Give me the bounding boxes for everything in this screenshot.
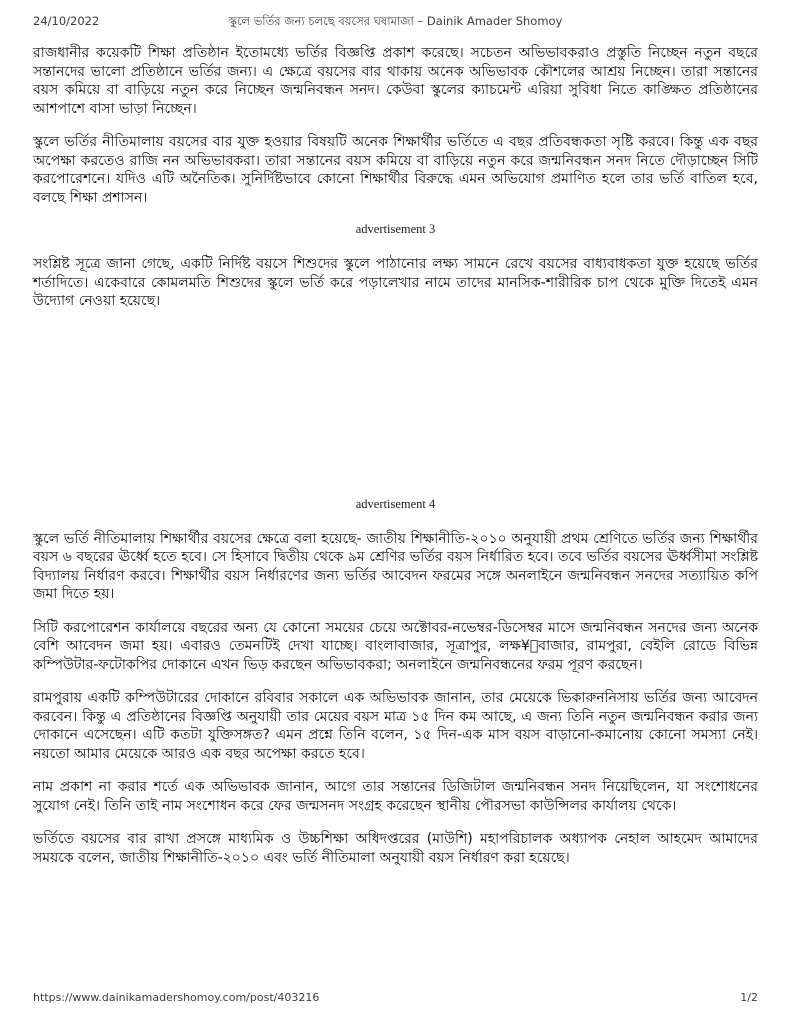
article-paragraph: নাম প্রকাশ না করার শর্তে এক অভিভাবক জানান, আগে তার সন্তানের ডিজিটাল জন্মনিবন্ধন সনদ নিয়েছিলেন, যা সংশোধনের সুযোগ নেই। তিনি তাই নাম সংশোধন করে ফের জন্মসনদ সংগ্রহ করেছেন স্থানীয় পৌরসভা কাউন্সিলর কার্যালয় থেকে। <box>33 779 758 814</box>
print-footer <box>33 991 758 1004</box>
article-paragraph: স্কুলে ভর্তির নীতিমালায় বয়সের বার যুক্ত হওয়ার বিষয়টি অনেক শিক্ষার্থীর ভর্তিতে এ বছর প্রতিবন্ধকতা সৃষ্টি করবে। কিন্তু এক বছর অপেক্ষা করতেও রাজি নন অভিভাবকরা। তারা সন্তানের বয়স কমিয়ে বা বাড়িয়ে নতুন করে জন্মনিবন্ধন সনদ নিতে দৌড়াচ্ছেন সিটি করপোরেশনে। যদিও এটি অনৈতিক। সুনির্দিষ্টভাবে কোনো শিক্ষার্থীর বিরুদ্ধে এমন অভিযোগ প্রমাণিত হলে তার ভর্তি বাতিল হবে, বলছে শিক্ষা প্রশাসন। <box>33 134 758 206</box>
article-paragraph: সিটি করপোরেশন কার্যালয়ে বছরের অন্য যে কোনো সময়ের চেয়ে অক্টোবর-নভেম্বর-ডিসেম্বর মাসে জন্মনিবন্ধন সনদের জন্য অনেক বেশি আবেদন জমা হয়। এবারও তেমনটিই দেখা যাচ্ছে। বাংলাবাজার, সূত্রাপুর, লক্ষ¥ীবাজার, রামপুরা, বেইলি রোডে বিভিন্ন কম্পিউটার-ফটোকপির দোকানে এখন ভিড় করছেন অভিভাবকরা; অনলাইনে জন্মনিবন্ধনের ফরম পূরণ করছেন। <box>33 619 758 673</box>
article-paragraph: স্কুলে ভর্তি নীতিমালায় শিক্ষার্থীর বয়সের ক্ষেত্রে বলা হয়েছে- জাতীয় শিক্ষানীতি-২০১০ অনুযায়ী প্রথম শ্রেণিতে ভর্তির জন্য শিক্ষার্থীর বয়স ৬ বছরের ঊর্ধ্বে হতে হবে। সে হিসাবে দ্বিতীয় থেকে ৯ম শ্রেণির ভর্তির বয়স নির্ধারিত হবে। তবে ভর্তির বয়সের ঊর্ধ্বসীমা সংশ্লিষ্ট বিদ্যালয় নির্ধারণ করবে। শিক্ষার্থীর বয়স নির্ধারণের জন্য ভর্তির আবেদন ফরমের সঙ্গে অনলাইনে জন্মনিবন্ধন সনদের সত্যায়িত কপি জমা দিতে হয়। <box>33 530 758 602</box>
print-header <box>33 13 758 29</box>
print-date: 24/10/2022 <box>33 14 100 28</box>
article-paragraph: সংশ্লিষ্ট সূত্রে জানা গেছে, একটি নির্দিষ্ট বয়সে শিশুদের স্কুলে পাঠানোর লক্ষ্য সামনে রেখে বয়সের বাধ্যবাধকতা যুক্ত হয়েছে ভর্তির শর্তাদিতে। একেবারে কোমলমতি শিশুদের স্কুলে ভর্তি করে পড়ালেখার নামে তাদের মানসিক-শারীরিক চাপ থেকে মুক্তি দিতেই এমন উদ্যোগ নেওয়া হয়েছে। <box>33 256 758 309</box>
footer-url: https://www.dainikamadershomoy.com/post/403216 <box>33 991 320 1004</box>
article-paragraph: রাজধানীর কয়েকটি শিক্ষা প্রতিষ্ঠান ইতোমধ্যে ভর্তির বিজ্ঞপ্তি প্রকাশ করেছে। সচেতন অভিভাবকরাও প্রস্তুতি নিচ্ছেন নতুন বছরে সন্তানদের ভালো প্রতিষ্ঠানে ভর্তির জন্য। এ ক্ষেত্রে বয়সের বার থাকায় অনেক অভিভাবক কৌশলের আশ্রয় নিচ্ছেন। তারা সন্তানের বয়স কমিয়ে বা বাড়িয়ে নতুন করে নিচ্ছেন জন্মনিবন্ধন সনদ। কেউবা স্কুলের ক্যাচমেন্ট এরিয়া সুবিধা নিতে কাঙ্ক্ষিত প্রতিষ্ঠানের আশপাশে বাসা ভাড়া নিচ্ছেন। <box>33 45 758 117</box>
article <box>33 44 758 882</box>
empty-ad-slot <box>33 326 758 484</box>
page-title: স্কুলে ভর্তির জন্য চলছে বয়সের ঘষামাজা – Dainik Amader Shomoy <box>228 14 563 28</box>
ad-slot-label: advertisement 3 <box>355 222 436 236</box>
article-paragraph: রামপুরায় একটি কম্পিউটারের দোকানে রবিবার সকালে এক অভিভাবক জানান, তার মেয়েকে ভিকারুননিসায় ভর্তির জন্য আবেদন করবেন। কিন্তু এ প্রতিষ্ঠানের বিজ্ঞপ্তি অনুযায়ী তার মেয়ের বয়স মাত্র ১৫ দিন কম আছে, এ জন্য তিনি নতুন জন্মনিবন্ধন করার জন্য দোকানে এসেছেন। এটি কতটা যুক্তিসঙ্গত? এমন প্রশ্নে তিনি বলেন, ১৫ দিন-এক মাস বয়স বাড়ানো-কমানোয় কোনো সমস্যা নেই। নয়তো আমার মেয়েকে আরও এক বছর অপেক্ষা করতে হবে। <box>33 690 758 762</box>
page-counter: 1/2 <box>740 991 758 1004</box>
article-paragraph: ভর্তিতে বয়সের বার রাখা প্রসঙ্গে মাধ্যমিক ও উচ্চশিক্ষা অধিদপ্তরের (মাউশি) মহাপরিচালক অধ্যাপক নেহাল আহমেদ আমাদের সময়কে বলেন, জাতীয় শিক্ষানীতি-২০১০ এবং ভর্তি নীতিমালা অনুযায়ী বয়স নির্ধারণ করা হয়েছে। <box>33 831 758 866</box>
ad-slot-label: advertisement 4 <box>355 496 436 511</box>
